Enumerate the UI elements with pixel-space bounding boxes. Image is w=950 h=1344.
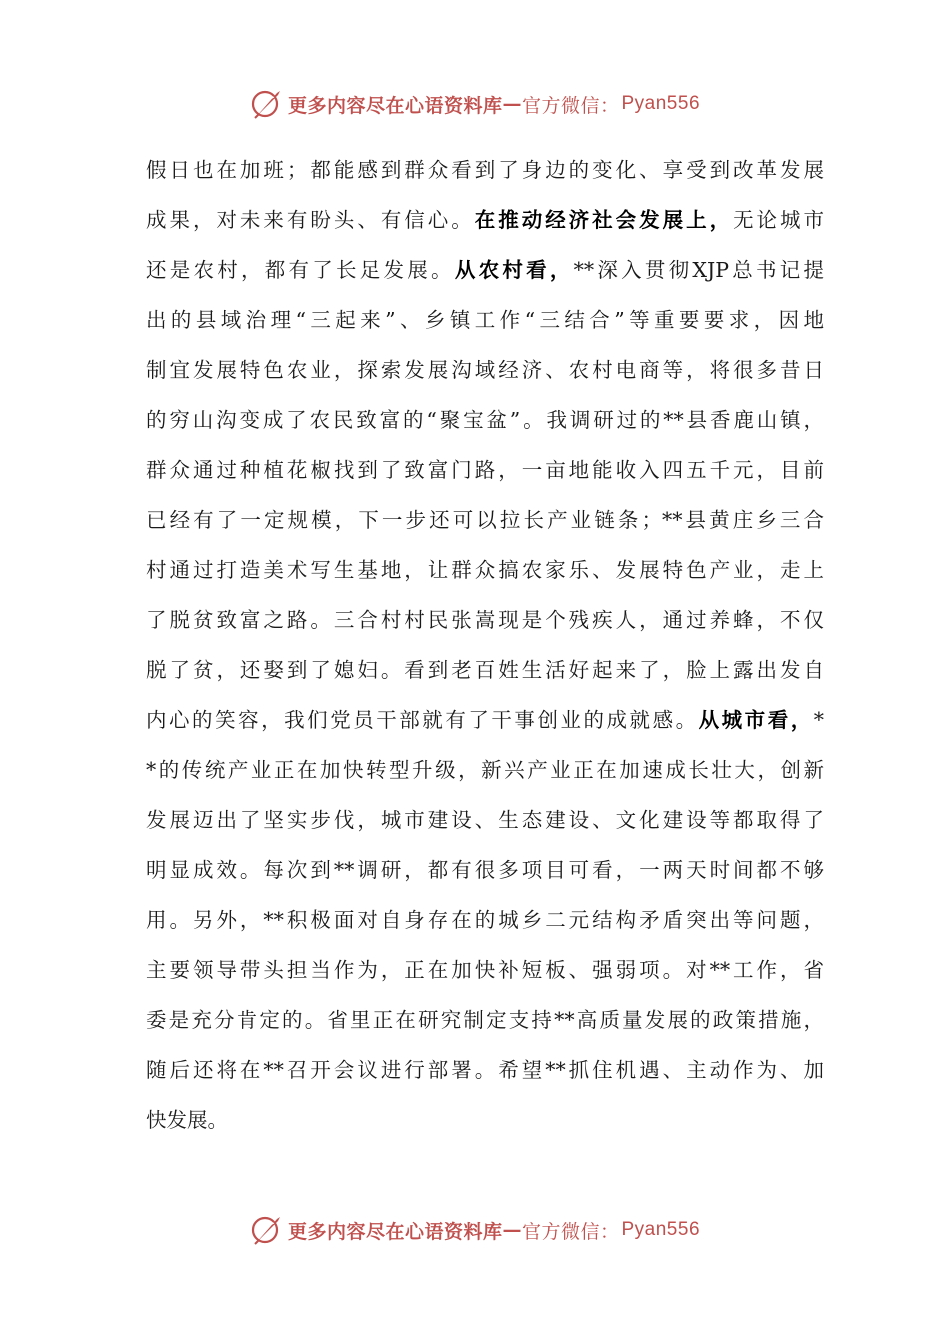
text-line: 用。另外，**积极面对自身存在的城乡二元结构矛盾突出等问题，: [146, 908, 824, 932]
banner-wechat-label: 官方微信：: [521, 94, 620, 117]
text-line: 群众通过种植花椒找到了致富门路，一亩地能收入四五千元，目前: [146, 458, 824, 482]
bold-heading: 在推动经济社会发展上，: [474, 208, 734, 232]
text-line: 了脱贫致富之路。三合村村民张嵩现是个残疾人，通过养蜂，不仅: [146, 608, 824, 632]
footer-banner: [0, 1210, 950, 1250]
quill-logo-icon: [250, 1213, 284, 1247]
banner-brand-text: 更多内容尽在心语资料库: [287, 94, 503, 117]
text-line: 已经有了一定规模，下一步还可以拉长产业链条；**县黄庄乡三合: [146, 508, 824, 532]
header-banner: [0, 84, 950, 124]
banner-wechat-id: Pyan556: [621, 1219, 701, 1240]
banner-brand-text: 更多内容尽在心语资料库: [287, 1220, 503, 1243]
text-line: 随后还将在**召开会议进行部署。希望**抓住机遇、主动作为、加: [146, 1058, 824, 1082]
banner-wechat-label: 官方微信：: [521, 1220, 620, 1243]
text-line: 出的县域治理“三起来”、乡镇工作“三结合”等重要要求，因地: [146, 308, 824, 332]
text-line: 脱了贫，还娶到了媳妇。看到老百姓生活好起来了，脸上露出发自: [146, 658, 824, 682]
text-line: 快发展。: [146, 1108, 228, 1132]
text-line: 内心的笑容，我们党员干部就有了干事创业的成就感。从城市看，*: [146, 708, 825, 732]
text-line: 还是农村，都有了长足发展。从农村看，**深入贯彻XJP总书记提: [146, 258, 825, 282]
bold-heading: 从农村看，: [454, 258, 574, 282]
text-line: *的传统产业正在加快转型升级，新兴产业正在加速成长壮大，创新: [146, 758, 824, 782]
text-line: 委是充分肯定的。省里正在研究制定支持**高质量发展的政策措施，: [146, 1008, 824, 1032]
text-line: 明显成效。每次到**调研，都有很多项目可看，一两天时间都不够: [146, 858, 824, 882]
text-line: 假日也在加班；都能感到群众看到了身边的变化、享受到改革发展: [146, 158, 824, 182]
banner-wechat-id: Pyan556: [621, 93, 701, 114]
text-line: 村通过打造美术写生基地，让群众搞农家乐、发展特色产业，走上: [146, 558, 824, 582]
quill-logo-icon: [250, 87, 284, 121]
document-body: [146, 145, 824, 1145]
text-line: 主要领导带头担当作为，正在加快补短板、强弱项。对**工作，省: [146, 958, 824, 982]
bold-heading: 从城市看，: [698, 708, 814, 732]
banner-separator: —: [502, 93, 522, 115]
banner-separator: —: [502, 1219, 522, 1241]
text-line: 发展迈出了坚实步伐，城市建设、生态建设、文化建设等都取得了: [146, 808, 824, 832]
text-line: 的穷山沟变成了农民致富的“聚宝盆”。我调研过的**县香鹿山镇，: [146, 408, 824, 432]
text-line: 制宜发展特色农业，探索发展沟域经济、农村电商等，将很多昔日: [146, 358, 824, 382]
text-line: 成果，对未来有盼头、有信心。在推动经济社会发展上，无论城市: [146, 208, 825, 232]
